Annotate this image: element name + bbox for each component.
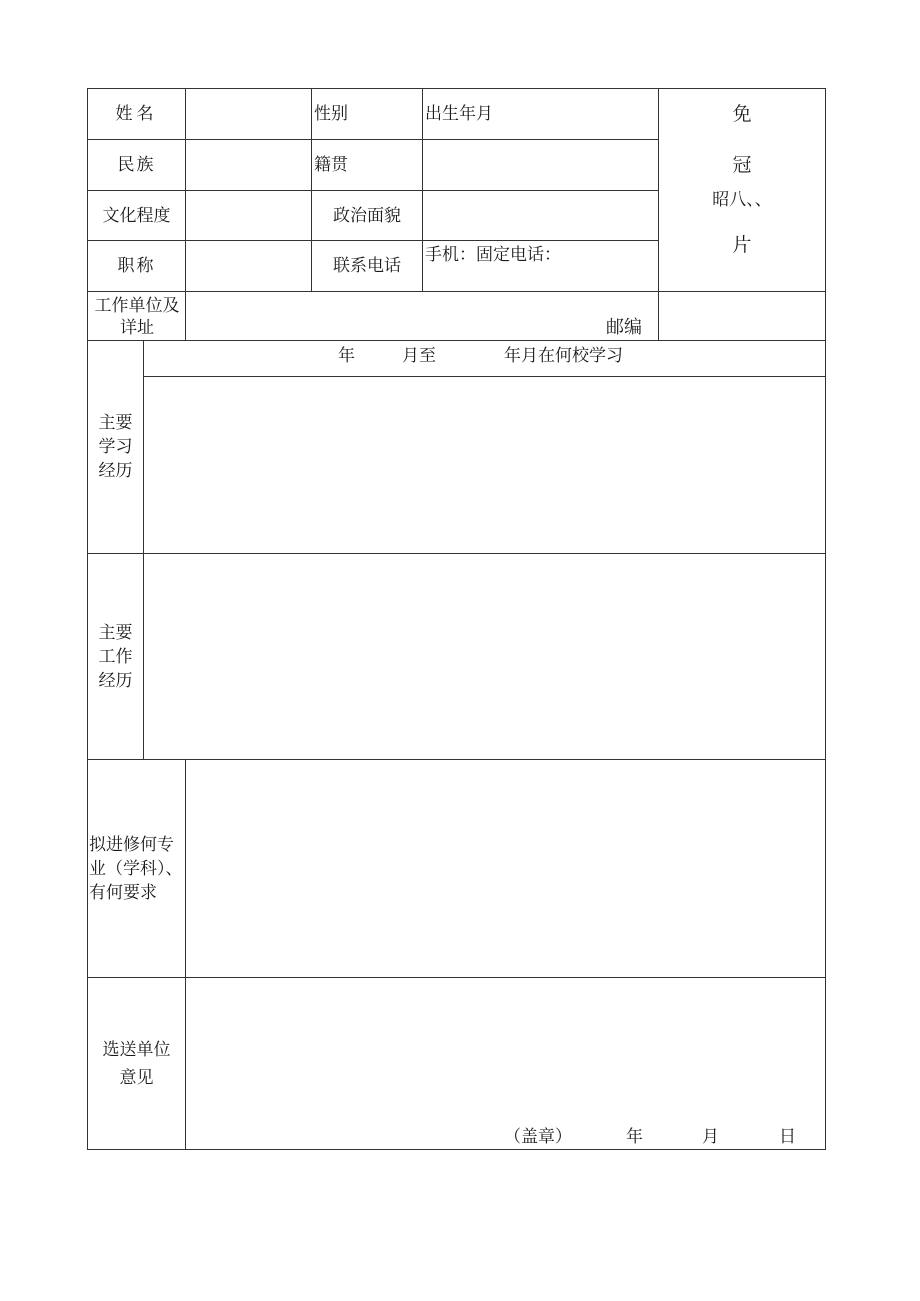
work-history-label: 主要工作经历 (88, 554, 144, 760)
opinion-label: 选送单位意见 (88, 978, 186, 1150)
study-header-school: 年月在何校学习 (504, 346, 623, 366)
opinion-field[interactable] (186, 978, 826, 1150)
major-label: 拟进修何专业（学科）、有何要求 (88, 760, 186, 978)
education-field[interactable] (186, 191, 312, 241)
photo-text-4: 片 (732, 234, 752, 256)
title-label: 职称 (88, 241, 186, 292)
education-label: 文化程度 (88, 191, 186, 241)
seal-month: 月 (702, 1127, 719, 1147)
photo-box (659, 89, 826, 292)
photo-text-1: 免 (732, 103, 752, 125)
seal-stamp: （盖章） (504, 1127, 572, 1147)
contact-value: 手机：固定电话： (425, 245, 561, 265)
postcode-label: 邮编 (606, 317, 642, 338)
study-header (144, 341, 826, 377)
seal-day: 日 (779, 1127, 796, 1147)
native-place-field[interactable] (423, 140, 659, 191)
seal-year: 年 (626, 1127, 643, 1147)
postcode-field[interactable] (659, 292, 826, 341)
birth-label: 出生年月 (423, 89, 659, 140)
ethnicity-field[interactable] (186, 140, 312, 191)
name-label: 姓名 (88, 89, 186, 140)
photo-text-3: 昭八、、 (712, 190, 772, 210)
contact-field[interactable] (423, 241, 659, 292)
work-history-field[interactable] (144, 554, 826, 760)
work-unit-label: 工作单位及详址 (88, 292, 186, 341)
gender-label: 性别 (312, 89, 423, 140)
contact-label: 联系电话 (312, 241, 423, 292)
political-field[interactable] (423, 191, 659, 241)
study-history-field[interactable] (144, 377, 826, 554)
major-field[interactable] (186, 760, 826, 978)
title-field[interactable] (186, 241, 312, 292)
work-unit-field[interactable] (186, 292, 659, 341)
political-label: 政治面貌 (312, 191, 423, 241)
study-header-month-to: 月至 (402, 346, 436, 366)
study-header-year: 年 (338, 346, 355, 366)
name-field[interactable] (186, 89, 312, 140)
application-form (87, 88, 826, 1150)
study-history-label: 主要学习经历 (88, 341, 144, 554)
native-place-label: 籍贯 (312, 140, 423, 191)
photo-text-2: 冠 (732, 154, 752, 176)
ethnicity-label: 民族 (88, 140, 186, 191)
